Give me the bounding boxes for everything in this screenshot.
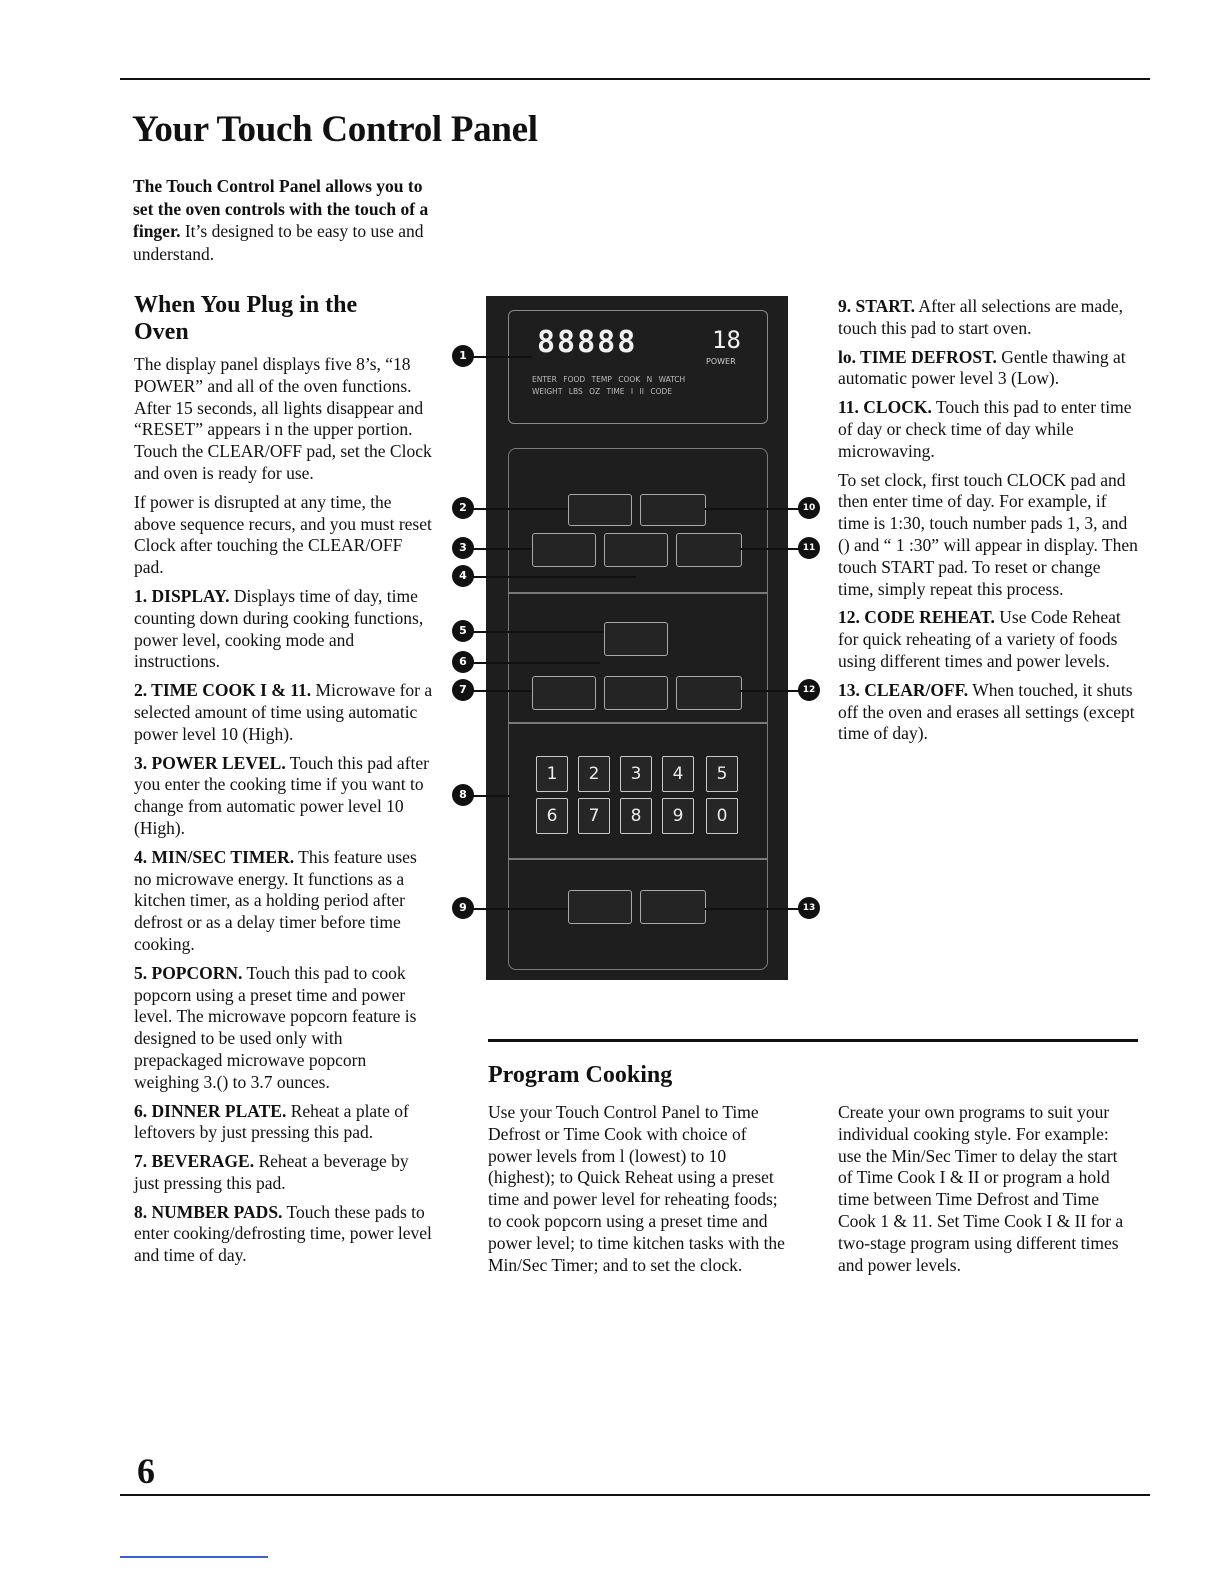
item-popcorn: 5. POPCORN. Touch this pad to cook popcorn using a preset time and power level. The microwave popcorn feature is designed to be used only with prepackaged microwave popcorn weighing 3.() to 3.7 ounces. <box>134 962 417 1092</box>
item-time-cook: 2. TIME COOK I & 11. Microwave for a selected amount of time using automatic power level 10 (High). <box>134 680 433 744</box>
callout-7: 7 <box>452 679 474 701</box>
item-number-pads: 8. NUMBER PADS. Touch these pads to enter cooking/defrosting time, power level and time of day. <box>134 1201 432 1266</box>
page-number: 6 <box>137 1451 155 1491</box>
program-rule <box>488 1039 1138 1042</box>
display-power-word: POWER <box>706 357 736 366</box>
clear-off-pad[interactable] <box>640 890 706 924</box>
number-pad-5[interactable]: 5 <box>706 756 738 792</box>
leader-line-5 <box>464 631 604 633</box>
callout-12: 12 <box>798 679 820 701</box>
number-pad-0[interactable]: 0 <box>706 798 738 834</box>
leader-line-4 <box>464 576 636 578</box>
leader-line-10 <box>704 508 808 510</box>
item-beverage: 7. BEVERAGE. Reheat a beverage by just pressing this pad. <box>134 1151 409 1193</box>
callout-11: 11 <box>798 537 820 559</box>
leader-line-7 <box>464 690 532 692</box>
item-display: 1. DISPLAY. Displays time of day, time counting down during cooking functions, power level, cooking mode and instructions. <box>134 585 424 672</box>
item-code-reheat: 12. CODE REHEAT. Use Code Reheat for quick reheating of a variety of foods using different times and power levels. <box>838 607 1121 671</box>
item-clock-set: To set clock, first touch CLOCK pad and then enter time of day. For example, if time is 1:30, touch number pads 1, 3, and () and “ 1 :30” will appear in display. Then touch START pad. To reset or change time, simply repeat this process. <box>838 469 1138 599</box>
program-cooking-heading: Program Cooking <box>488 1062 673 1088</box>
program-cooking-right: Create your own programs to suit your individual cooking style. For example: use the Min/Sec Timer to delay the start of Time Cook I & II or program a hold time between Time Defrost and Time Cook 1 & 11. Set Time Cook I & II for a two-stage program using different times and power levels. <box>838 1102 1124 1275</box>
callout-1: 1 <box>452 345 474 367</box>
callout-2: 2 <box>452 497 474 519</box>
number-pad-3[interactable]: 3 <box>620 756 652 792</box>
number-pad-4[interactable]: 4 <box>662 756 694 792</box>
min-sec-timer-pad[interactable] <box>604 533 668 567</box>
top-rule <box>120 78 1150 80</box>
page-title: Your Touch Control Panel <box>132 109 538 150</box>
intro-rest: It’s designed to be easy to use and understand. <box>133 221 424 264</box>
number-pad-1[interactable]: 1 <box>536 756 568 792</box>
time-defrost-pad[interactable] <box>640 494 706 526</box>
bottom-rule <box>120 1494 1150 1496</box>
right-column <box>838 296 1138 752</box>
start-pad[interactable] <box>568 890 632 924</box>
leader-line-6 <box>464 662 600 664</box>
plug-in-para-1: The display panel displays five 8’s, “18 POWER” and all of the oven functions. After 15 seconds, all lights disappear and “RESET” appears i n the upper portion. Touch the CLEAR/OFF pad, set the Clock and oven is ready for use. <box>134 354 432 483</box>
leader-line-3 <box>464 548 532 550</box>
callout-5: 5 <box>452 620 474 642</box>
number-pad-2[interactable]: 2 <box>578 756 610 792</box>
leader-line-9 <box>464 908 568 910</box>
display-mode-labels: ENTER FOOD TEMP COOK N WATCH WEIGHT LBS OZ TIME I II CODE <box>532 375 686 396</box>
leader-line-1 <box>464 356 532 358</box>
number-pad-6[interactable]: 6 <box>536 798 568 834</box>
power-level-pad[interactable] <box>532 533 596 567</box>
clock-pad[interactable] <box>676 533 742 567</box>
intro-paragraph <box>133 175 438 265</box>
display-digits: 88888 <box>537 325 638 360</box>
leader-line-2 <box>464 508 568 510</box>
item-power-level: 3. POWER LEVEL. Touch this pad after you enter the cooking time if you want to change from automatic power level 10 (High). <box>134 752 429 838</box>
popcorn-pad[interactable] <box>604 622 668 656</box>
plug-in-para-2: If power is disrupted at any time, the above sequence recurs, and you must reset Clock after touching the CLEAR/OFF pad. <box>134 491 432 578</box>
dinner-plate-pad[interactable] <box>604 676 668 710</box>
time-cook-pad[interactable] <box>568 494 632 526</box>
pad-section-bottom <box>508 858 768 970</box>
item-min-sec-timer: 4. MIN/SEC TIMER. This feature uses no microwave energy. It functions as a kitchen timer, as a holding period after defrost or as a delay timer before time cooking. <box>134 846 417 954</box>
callout-3: 3 <box>452 537 474 559</box>
leader-line-13 <box>704 908 808 910</box>
callout-8: 8 <box>452 784 474 806</box>
item-time-defrost: lo. TIME DEFROST. Gentle thawing at automatic power level 3 (Low). <box>838 346 1126 389</box>
callout-4: 4 <box>452 565 474 587</box>
intro-bold: The Touch Control Panel allows you to set the oven controls with the touch of a finger. <box>133 176 429 241</box>
callout-10: 10 <box>798 497 820 519</box>
program-cooking-left: Use your Touch Control Panel to Time Defrost or Time Cook with choice of power levels from l (lowest) to 10 (highest); to Quick Reheat using a preset time and power level for reheating foods; to cook popcorn using a preset time and power level; to time kitchen tasks with the Min/Sec Timer; and to set the clock. <box>488 1102 785 1275</box>
item-start: 9. START. After all selections are made, touch this pad to start oven. <box>838 296 1123 338</box>
pad-section-top <box>508 448 768 594</box>
left-column <box>134 292 434 1274</box>
blue-underline-mark <box>120 1556 268 1558</box>
callout-9: 9 <box>452 897 474 919</box>
item-clock: 11. CLOCK. Touch this pad to enter time of day or check time of day while microwaving. <box>838 397 1132 461</box>
number-pad-9[interactable]: 9 <box>662 798 694 834</box>
display-power-number: 18 <box>712 326 741 354</box>
plug-in-heading: When You Plug in the Oven <box>134 292 358 345</box>
item-clear-off: 13. CLEAR/OFF. When touched, it shuts off the oven and erases all settings (except time of day). <box>838 679 1135 744</box>
beverage-pad[interactable] <box>532 676 596 710</box>
callout-13: 13 <box>798 897 820 919</box>
code-reheat-pad[interactable] <box>676 676 742 710</box>
callout-6: 6 <box>452 651 474 673</box>
number-pad-8[interactable]: 8 <box>620 798 652 834</box>
number-pad-7[interactable]: 7 <box>578 798 610 834</box>
item-dinner-plate: 6. DINNER PLATE. Reheat a plate of leftovers by just pressing this pad. <box>134 1100 409 1143</box>
